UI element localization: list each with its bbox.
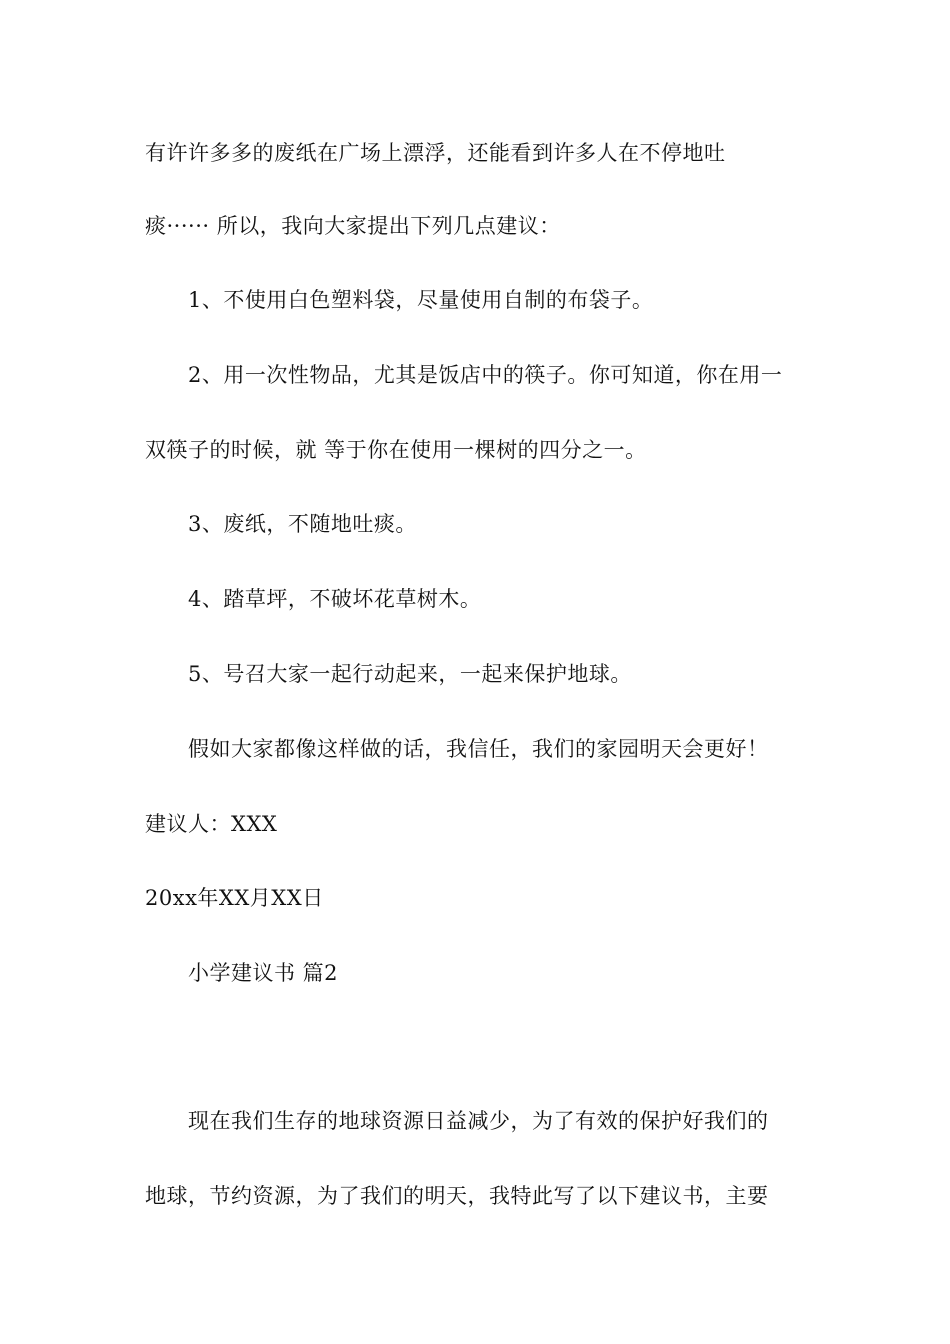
paragraph-line: 痰······ 所以，我向大家提出下列几点建议： <box>145 214 561 238</box>
suggestion-item-5: 5、号召大家一起行动起来，一起来保护地球。 <box>188 662 632 686</box>
suggestion-item-2: 2、用一次性物品，尤其是饭店中的筷子。你可知道，你在用一 <box>188 363 783 387</box>
paragraph-line: 有许许多多的废纸在广场上漂浮，还能看到许多人在不停地吐 <box>145 141 726 165</box>
signature-proposer: 建议人：XXX <box>145 812 278 836</box>
suggestion-item-4: 4、踏草坪，不破坏花草树木。 <box>188 587 482 611</box>
paragraph-line: 现在我们生存的地球资源日益减少，为了有效的保护好我们的 <box>188 1109 769 1133</box>
suggestion-item-1: 1、不使用白色塑料袋，尽量使用自制的布袋子。 <box>188 288 654 312</box>
closing-paragraph: 假如大家都像这样做的话，我信任，我们的家园明天会更好！ <box>188 737 769 761</box>
suggestion-item-3: 3、废纸，不随地吐痰。 <box>188 512 417 536</box>
signature-date: 20xx年XX月XX日 <box>145 886 324 910</box>
paragraph-line: 地球，节约资源，为了我们的明天，我特此写了以下建议书，主要 <box>145 1184 769 1208</box>
paragraph-line: 双筷子的时候，就 等于你在使用一棵树的四分之一。 <box>145 438 647 462</box>
section-title: 小学建议书 篇2 <box>188 961 339 985</box>
